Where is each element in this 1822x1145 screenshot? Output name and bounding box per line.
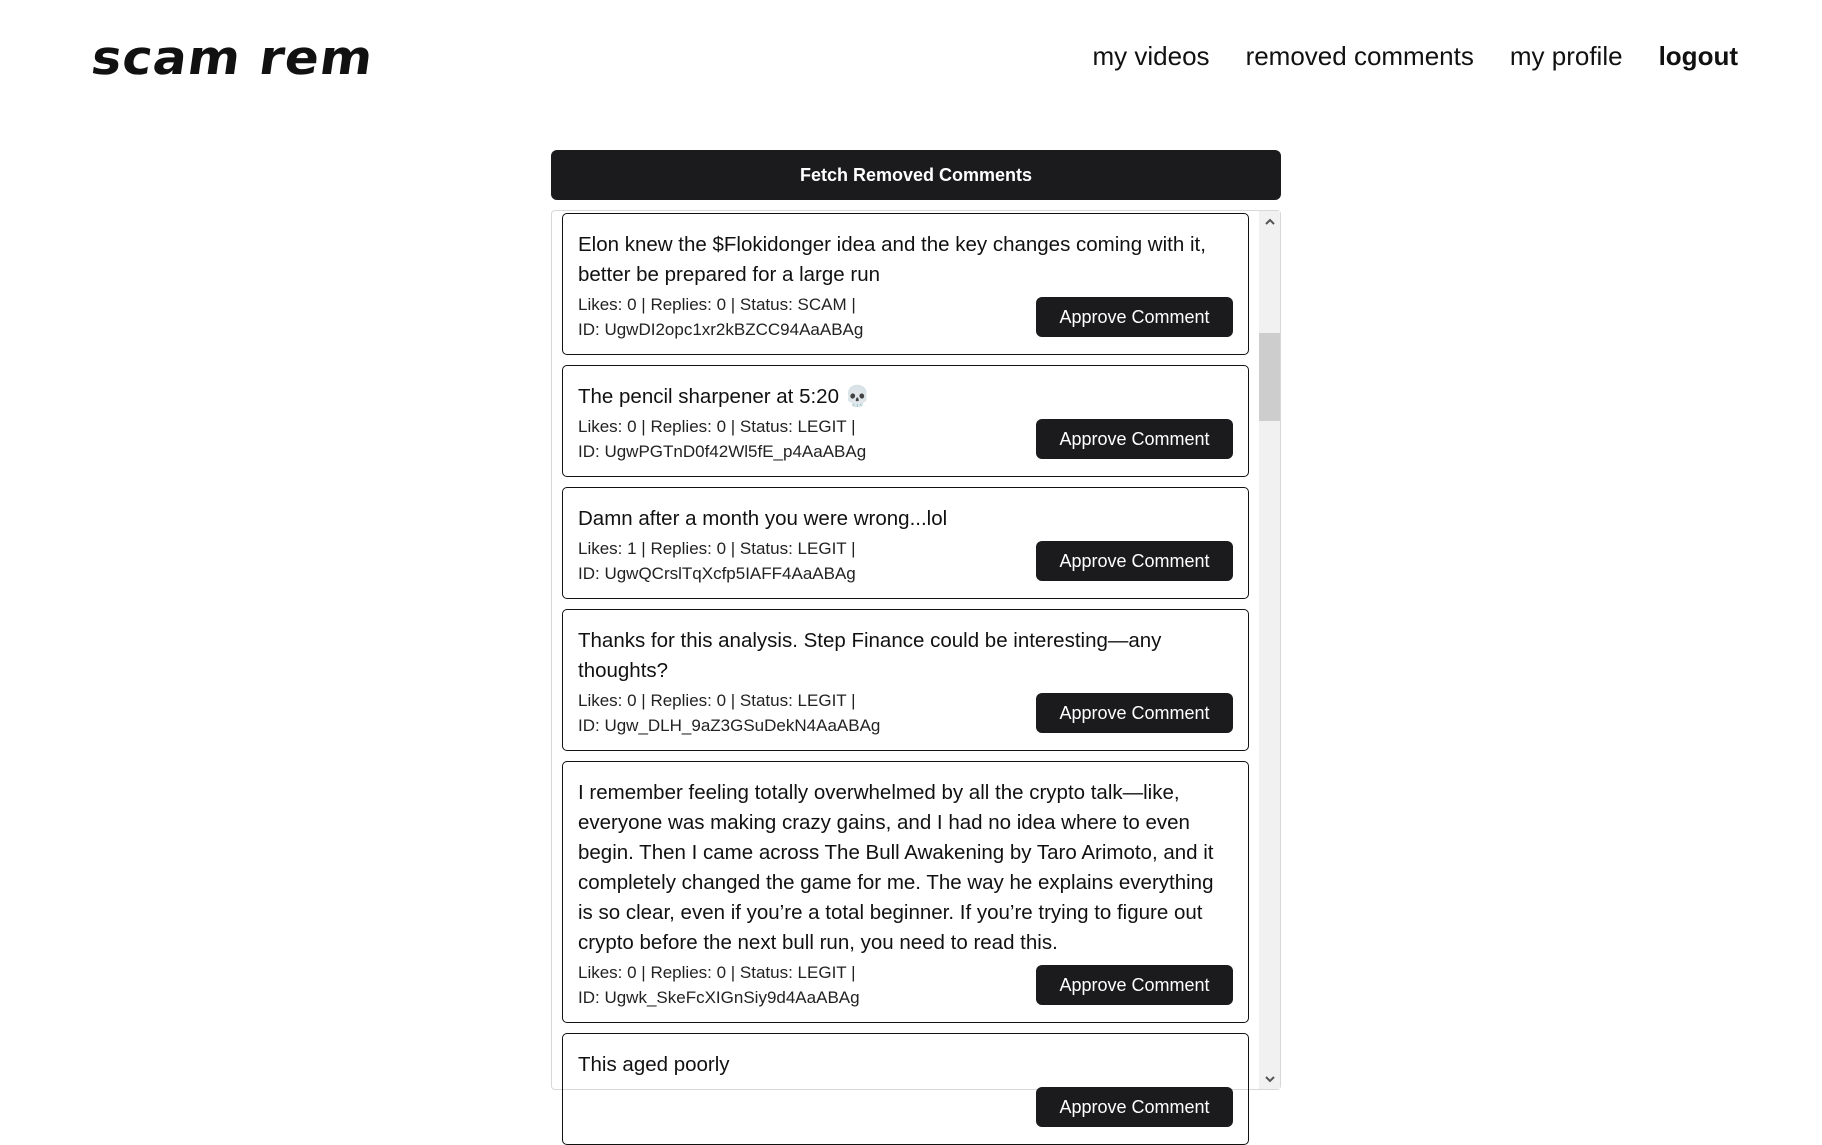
comment-text: This aged poorly (578, 1053, 730, 1076)
comment-text: Damn after a month you were wrong...lol (578, 507, 948, 530)
comment-id: ID: Ugw_DLH_9aZ3GSuDekN4AaABAg (578, 716, 881, 735)
comment-stats: Likes: 0 | Replies: 0 | Status: LEGIT | (578, 963, 856, 982)
comment-text: The pencil sharpener at 5:20 💀 (578, 385, 871, 408)
comment-id: ID: UgwDI2opc1xr2kBZCC94AaABAg (578, 320, 864, 339)
comment-meta (578, 1082, 583, 1132)
comment-text: Elon knew the $Flokidonger idea and the key changes coming with it, better be prepared for a large run (578, 233, 1206, 286)
comment-stats: Likes: 0 | Replies: 0 | Status: LEGIT | (578, 417, 856, 436)
chevron-down-icon[interactable] (1259, 1069, 1280, 1089)
comments-scroll-container[interactable] (551, 210, 1281, 1117)
approve-comment-button[interactable]: Approve Comment (1036, 297, 1233, 337)
logo[interactable]: scam rem (88, 30, 378, 86)
comment-id: ID: UgwQCrslTqXcfp5IAFF4AaABAg (578, 564, 856, 583)
comment-card (562, 1033, 1249, 1145)
approve-comment-button[interactable]: Approve Comment (1036, 541, 1233, 581)
comment-text: Thanks for this analysis. Step Finance could be interesting—any thoughts? (578, 629, 1162, 682)
approve-comment-button[interactable]: Approve Comment (1036, 693, 1233, 733)
comment-id: ID: Ugwk_SkeFcXIGnSiy9d4AaABAg (578, 988, 860, 1007)
comment-stats (578, 1082, 583, 1107)
comment-stats: Likes: 0 | Replies: 0 | Status: LEGIT | (578, 691, 856, 710)
comments-list (552, 211, 1259, 1117)
approve-comment-button[interactable]: Approve Comment (1036, 419, 1233, 459)
comment-stats: Likes: 0 | Replies: 0 | Status: SCAM | (578, 295, 856, 314)
approve-comment-button[interactable]: Approve Comment (1036, 965, 1233, 1005)
site-header (0, 0, 1822, 110)
nav-my-videos[interactable]: my videos (1092, 41, 1210, 71)
comment-card (562, 213, 1249, 355)
comment-card (562, 365, 1249, 477)
comment-card (562, 761, 1249, 1023)
comment-meta (578, 292, 863, 342)
comment-meta (578, 688, 880, 738)
comment-id: ID: UgwPGTnD0f42Wl5fE_p4AaABAg (578, 442, 867, 461)
nav-logout[interactable]: logout (1658, 41, 1738, 71)
removed-comments-panel (551, 150, 1281, 1117)
comment-meta (578, 960, 860, 1010)
fetch-removed-comments-button[interactable]: Fetch Removed Comments (551, 150, 1281, 200)
main-nav (1093, 38, 1738, 74)
comment-card (562, 487, 1249, 599)
comment-meta-row (578, 688, 1233, 738)
comment-meta-row (578, 414, 1233, 464)
comment-meta (578, 414, 866, 464)
chevron-up-icon[interactable] (1259, 211, 1280, 231)
nav-removed-comments[interactable]: removed comments (1245, 41, 1474, 71)
comment-card (562, 609, 1249, 751)
comment-meta-row (578, 292, 1233, 342)
comment-meta (578, 536, 856, 586)
comment-stats: Likes: 1 | Replies: 0 | Status: LEGIT | (578, 539, 856, 558)
scrollbar-thumb[interactable] (1259, 333, 1280, 421)
comment-text: I remember feeling totally overwhelmed by all the crypto talk—like, everyone was making crazy gains, and I had no idea where to even begin. Then I came across The Bull Awakening by Taro Arimoto, and it completely changed the game for me. The way he explains everything is so clear, even if you’re a total beginner. If you’re trying to figure out crypto before the next bull run, you need to read this. (578, 781, 1214, 954)
comment-meta-row (578, 536, 1233, 586)
approve-comment-button[interactable]: Approve Comment (1036, 1087, 1233, 1127)
scrollbar[interactable] (1259, 211, 1280, 1089)
comment-meta-row (578, 1082, 1233, 1132)
comment-meta-row (578, 960, 1233, 1010)
comment-id (578, 1107, 583, 1132)
nav-my-profile[interactable]: my profile (1509, 41, 1623, 71)
